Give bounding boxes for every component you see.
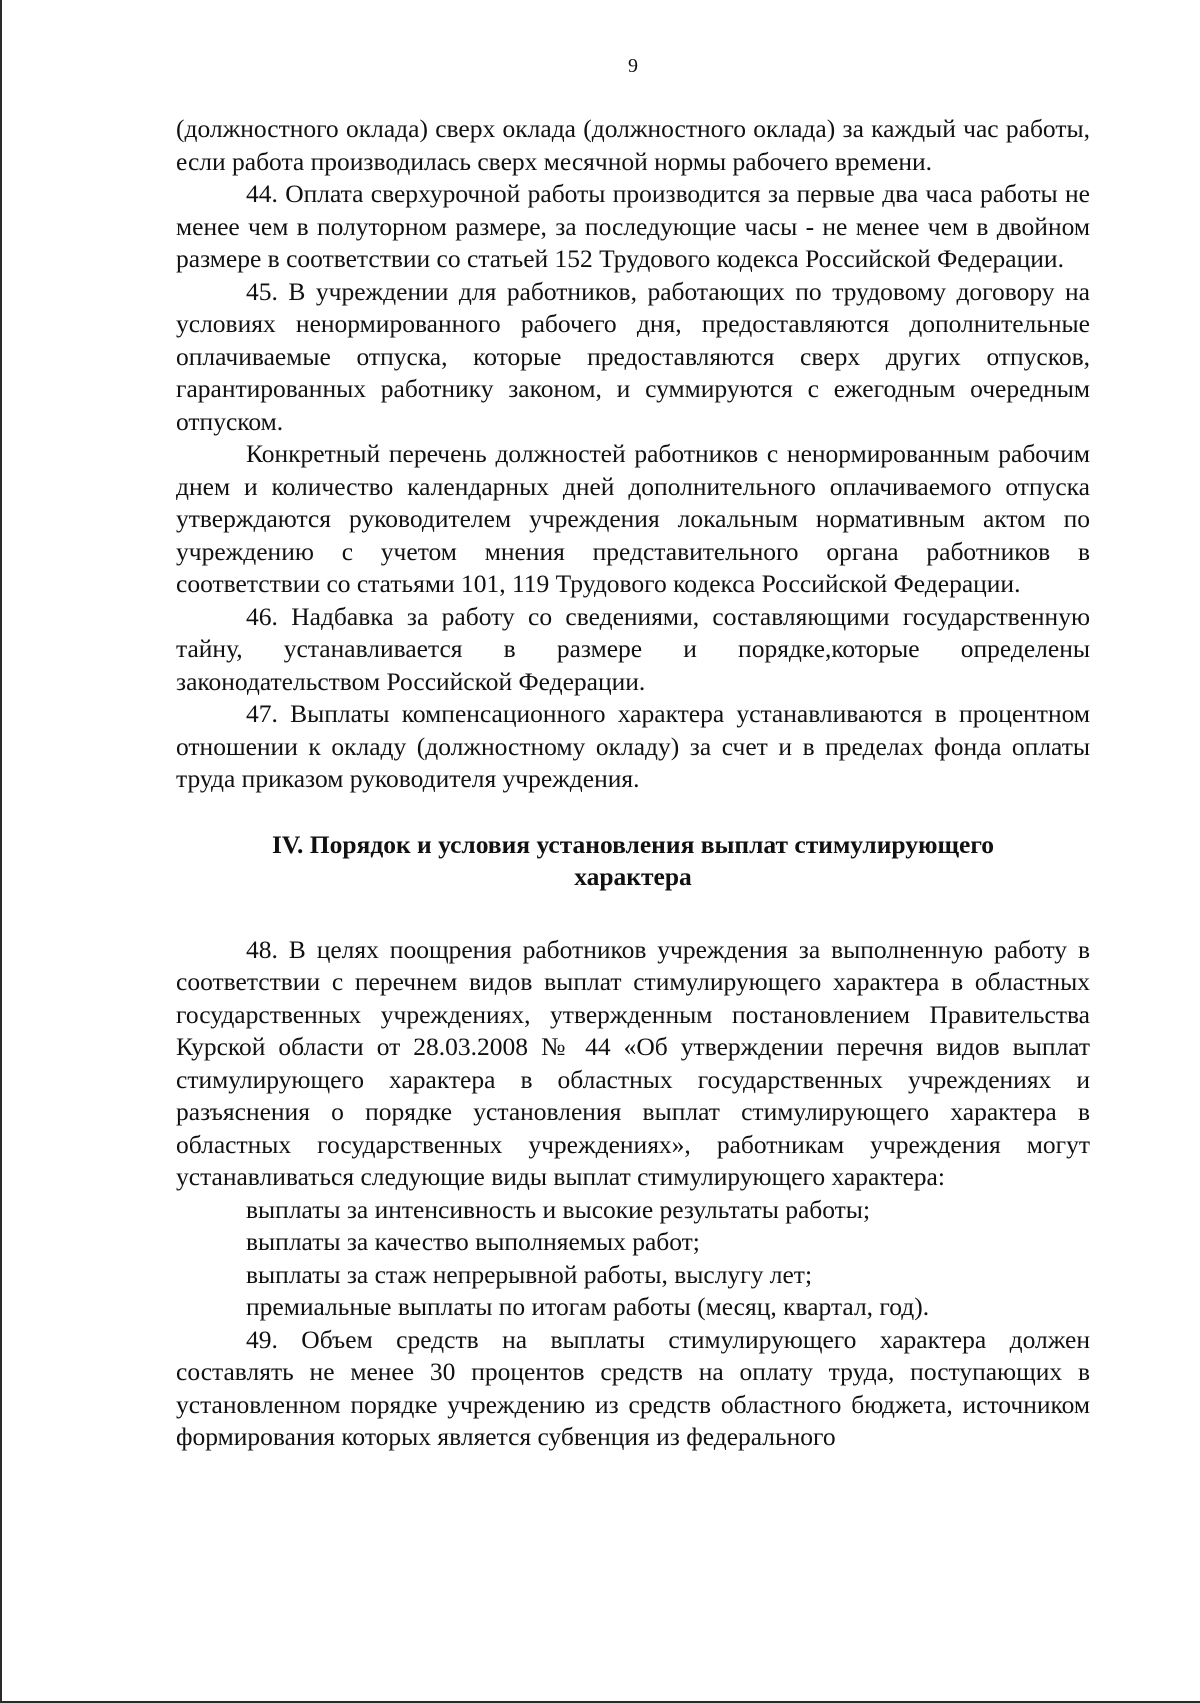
list-item: премиальные выплаты по итогам работы (месяц, квартал, год). [246,1292,930,1321]
list-item: выплаты за стаж непрерывной работы, выслугу лет; [246,1259,813,1289]
scan-left-edge [0,0,2,1703]
section-heading: IV. Порядок и условия установления выплат стимулирующего характера [271,829,995,891]
document-page [176,52,1090,1454]
paragraph-49: 49. Объем средств на выплаты стимулирующего характера должен составлять не менее 30 процентов средств на оплату труда, поступающих в установленном порядке учреждению из средств областного бюджета, источником формирования которых является субвенция из федерального [176,1324,1090,1451]
list-item: выплаты за качество выполняемых работ; [246,1227,700,1256]
paragraph-48: 48. В целях поощрения работников учреждения за выполненную работу в соответствии с перечнем видов выплат стимулирующего характера в областных государственных учреждениях, утвержденным постановлением Правительства Курской области от 28.03.2008 № 44 «Об утверждении перечня видов выплат стимулирующего характера в областных государственных учреждениях и разъяснения о порядке установления выплат стимулирующего характера в областных государственных учреждениях», работникам учреждения могут устанавливаться следующие виды выплат стимулирующего характера: [176,934,1090,1191]
paragraph-47: 47. Выплаты компенсационного характера устанавливаются в процентном отношении к окладу (должностному окладу) за счет и в пределах фонда оплаты труда приказом руководителя учреждения. [176,699,1090,793]
paragraph-45: 45. В учреждении для работников, работающих по трудовому договору на условиях ненормированного рабочего дня, предоставляются дополнительные оплачиваемые отпуска, которые предоставляются сверх других отпусков, гарантированных работнику законом, и суммируются с ежегодным очередным отпуском. [176,276,1090,436]
paragraph-continuation: (должностного оклада) сверх оклада (должностного оклада) за каждый час работы, если работа производилась сверх месячной нормы рабочего времени. [176,114,1090,176]
list-item: выплаты за интенсивность и высокие результаты работы; [246,1194,871,1224]
paragraph-45-list-of-positions: Конкретный перечень должностей работников с ненормированным рабочим днем и количество календарных дней дополнительного оплачиваемого отпуска утверждаются руководителем учреждения локальным нормативным актом по учреждению с учетом мнения представительного органа работников в соответствии со статьями 101, 119 Трудового кодекса Российской Федерации. [176,439,1090,598]
page-number: 9 [628,55,638,77]
paragraph-44: 44. Оплата сверхурочной работы производится за первые два часа работы не менее чем в полуторном размере, за последующие часы - не менее чем в двойном размере в соответствии со статьей 152 Трудового кодекса Российской Федерации. [176,179,1090,273]
paragraph-46: 46. Надбавка за работу со сведениями, составляющими государственную тайну, устанавливается в размере и порядке,которые определены законодательством Российской Федерации. [176,601,1090,696]
